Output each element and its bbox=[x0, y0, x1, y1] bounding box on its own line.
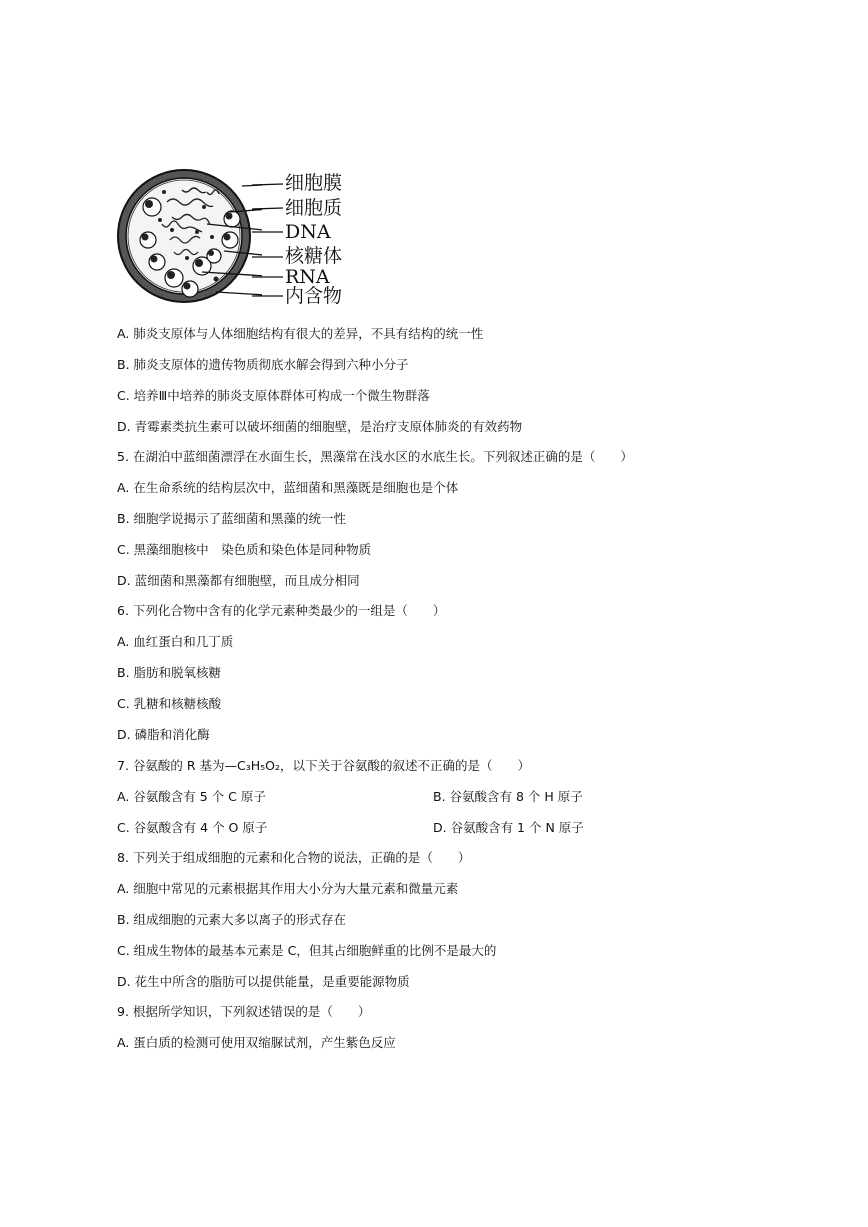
question-text bbox=[117, 0, 857, 1227]
option-line: C. 黑藻细胞核中 染色质和染色体是同种物质 bbox=[117, 542, 372, 557]
label-rna: RNA bbox=[285, 266, 330, 288]
question-stem: 9. 根据所学知识，下列叙述错误的是（ ） bbox=[117, 1004, 371, 1019]
option-line: B. 谷氨酸含有 8 个 H 原子 bbox=[433, 789, 583, 804]
question-stem: 7. 谷氨酸的 R 基为—C₃H₅O₂，以下关于谷氨酸的叙述不正确的是（ ） bbox=[117, 758, 531, 773]
option-line: B. 细胞学说揭示了蓝细菌和黑藻的统一性 bbox=[117, 511, 347, 526]
option-line: A. 细胞中常见的元素根据其作用大小分为大量元素和微量元素 bbox=[117, 881, 459, 896]
option-line: A. 谷氨酸含有 5 个 C 原子 bbox=[117, 789, 266, 804]
option-line: D. 青霉素类抗生素可以破坏细菌的细胞壁，是治疗支原体肺炎的有效药物 bbox=[117, 419, 523, 434]
label-cytoplasm: 细胞质 bbox=[285, 197, 343, 219]
option-line: B. 肺炎支原体的遗传物质彻底水解会得到六种小分子 bbox=[117, 357, 409, 372]
option-line: C. 组成生物体的最基本元素是 C，但其占细胞鲜重的比例不是最大的 bbox=[117, 943, 497, 958]
question-stem: 8. 下列关于组成细胞的元素和化合物的说法，正确的是（ ） bbox=[117, 850, 471, 865]
option-line: A. 在生命系统的结构层次中，蓝细菌和黑藻既是细胞也是个体 bbox=[117, 480, 459, 495]
option-line: B. 脂肪和脱氧核糖 bbox=[117, 665, 222, 680]
option-line: A. 血红蛋白和几丁质 bbox=[117, 634, 234, 649]
option-line: D. 谷氨酸含有 1 个 N 原子 bbox=[433, 820, 584, 835]
label-dna: DNA bbox=[285, 221, 331, 243]
label-ribosome: 核糖体 bbox=[285, 245, 343, 267]
question-stem: 5. 在湖泊中蓝细菌漂浮在水面生长，黑藻常在浅水区的水底生长。下列叙述正确的是（ ） bbox=[117, 449, 633, 464]
option-line: A. 蛋白质的检测可使用双缩脲试剂，产生紫色反应 bbox=[117, 1035, 396, 1050]
option-line: C. 乳糖和核糖核酸 bbox=[117, 696, 222, 711]
option-line: D. 磷脂和消化酶 bbox=[117, 727, 210, 742]
option-line: D. 蓝细菌和黑藻都有细胞壁，而且成分相同 bbox=[117, 573, 360, 588]
option-line: C. 培养Ⅲ中培养的肺炎支原体群体可构成一个微生物群落 bbox=[117, 388, 430, 403]
option-line: C. 谷氨酸含有 4 个 O 原子 bbox=[117, 820, 268, 835]
label-cell-membrane: 细胞膜 bbox=[285, 172, 343, 194]
option-line: A. 肺炎支原体与人体细胞结构有很大的差异，不具有结构的统一性 bbox=[117, 326, 484, 341]
option-line: D. 花生中所含的脂肪可以提供能量，是重要能源物质 bbox=[117, 974, 410, 989]
question-stem: 6. 下列化合物中含有的化学元素种类最少的一组是（ ） bbox=[117, 603, 446, 618]
option-line: B. 组成细胞的元素大多以离子的形式存在 bbox=[117, 912, 347, 927]
label-inclusion: 内含物 bbox=[285, 285, 343, 307]
